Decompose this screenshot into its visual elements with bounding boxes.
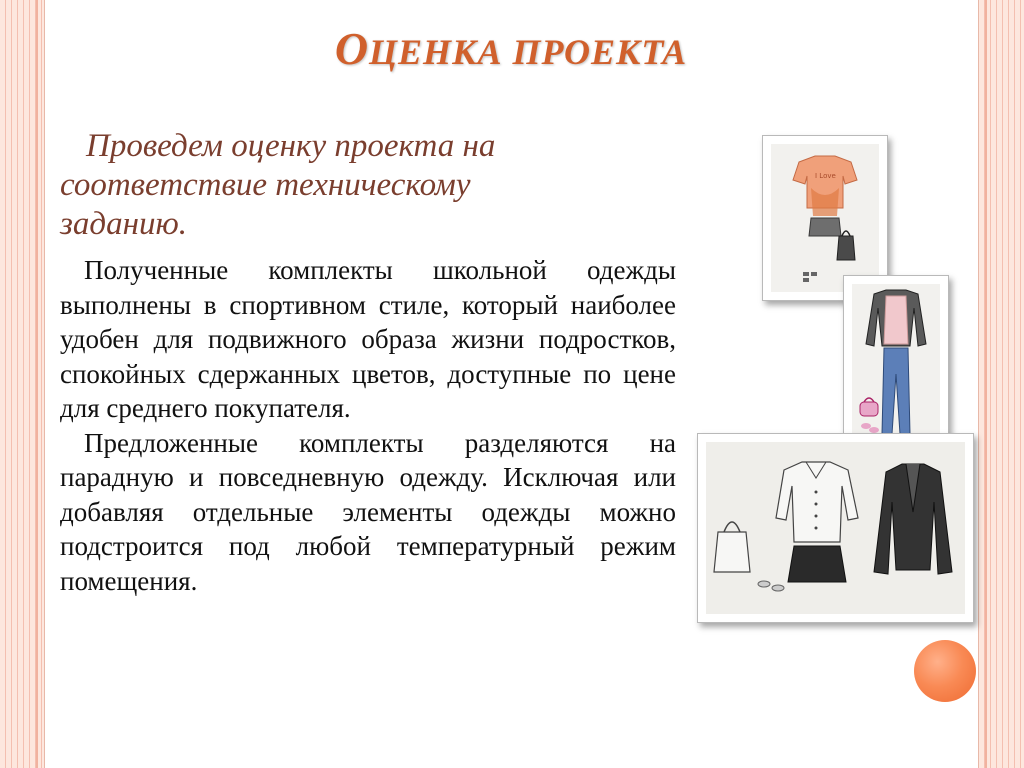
sketch-outfit-3-image <box>706 442 965 614</box>
decorative-orange-circle <box>914 640 976 702</box>
title-initial: О <box>334 23 370 74</box>
body-text <box>60 253 676 598</box>
outfit-1-drawing <box>771 144 879 292</box>
lead-paragraph: Проведем оценку проекта на соответствие техническому заданию. <box>60 128 496 242</box>
body-paragraph-1: Полученные комплекты школьной одежды выполнены в спортивном стиле, который наиболее удобен для подвижного образа жизни подростков, спокойных сдержанных цветов, доступные по цене для среднего покупателя. <box>60 255 676 423</box>
body-paragraph-2: Предложенные комплекты разделяются на парадную и повседневную одежду. Исключая или добавляя отдельные элементы одежды можно подстроится под любой температурный режим помещения. <box>60 427 676 596</box>
decorative-border-left <box>0 0 45 768</box>
sketch-outfit-1-image <box>771 144 879 292</box>
slide-title <box>44 22 978 75</box>
outfit-3-drawing <box>706 442 965 614</box>
sketch-outfit-3 <box>697 433 974 623</box>
decorative-border-right <box>978 0 1024 768</box>
svg-text:I Love: I Love <box>815 172 836 180</box>
title-rest: ЦЕНКА ПРОЕКТА <box>369 32 688 72</box>
